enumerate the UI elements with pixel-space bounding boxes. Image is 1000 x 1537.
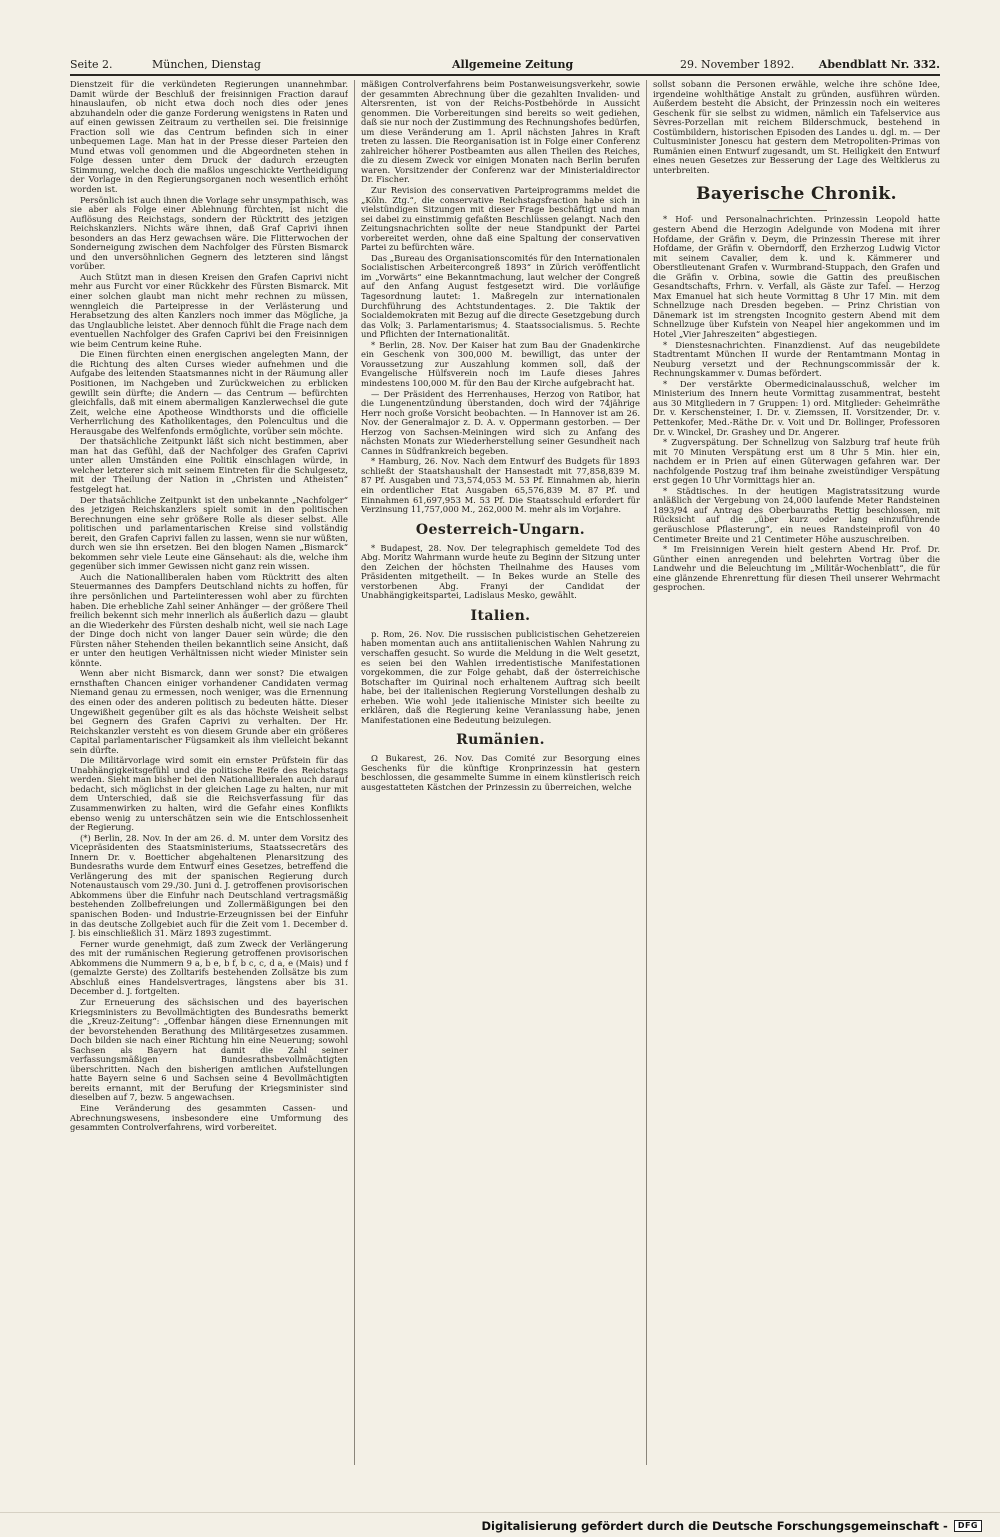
paragraph: Der thatsächliche Zeitpunkt ist den unbekannte „Nachfolger“ des jetzigen Reichskanzlers spielt somit in den politischen Berechnungen eine sehr größere Rolle als dieser selbst. Alle politischen und parlamentarischen Kreise sind vollständig bereit, den Grafen Caprivi fallen zu lassen, wenn sie nur wüßten, durch wen sie ihn ersetzen. Bei den blogen Namen „Bismarck“ bekommen sehr viele Leute eine Gänsehaut: als die, welche ihm gegenüber sich immer Gewissen nicht ganz rein wissen. — [70, 494, 348, 572]
paragraph: sollst sobann die Personen erwähle, welche ihre schöne Idee, irgendeine wohlthätige Anstalt zu gründen, ausführen würden. Außerdem besteht die Absicht, der Prinzessin noch ein weiteres Geschenk für sie selbst zu widmen, nämlich ein Tafelservice aus Sèvres-Porzellan mit reichem Bilderschmuck, bestehend in Costümbildern, historischen Episoden des Landes u. dgl. m. — Der Cultusminister Jonescu hat gestern dem Metropoliten-Primas von Rumänien einen Entwurf zugesandt, um St. Heiligkeit den Entwurf eines neuen Gesetzes zur Besserung der Lage des Weltklerus zu unterbreiten. — [653, 80, 940, 175]
footer-rule — [0, 1512, 1000, 1513]
paragraph: Der thatsächliche Zeitpunkt läßt sich nicht bestimmen, aber man hat das Gefühl, daß der Nachfolger des Grafen Caprivi unter allen Umständen eine Politik einschlagen würde, in welcher letzterer sich mit seinem Eintreten für die Schulgesetz, mit der Theilung der Nation in „Christen und Atheisten“ festgelegt hat. — [70, 436, 348, 494]
paragraph: * Im Freisinnigen Verein hielt gestern Abend Hr. Prof. Dr. Günther einen anregenden und belehrten Vortrag über die Landwehr und die Beleuchtung im „Militär-Wochenblatt“, die für eine glänzende Ehrenrettung für diesen Theil unserer Wehrmacht gesprochen. — [653, 544, 940, 593]
section-rule — [767, 210, 827, 211]
paragraph: * Berlin, 28. Nov. Der Kaiser hat zum Bau der Gnadenkirche ein Geschenk von 300,000 M. bewilligt, das unter der Voraussetzung zur Auszahlung kommen soll, daß der Evangelische Hülfsverein noch im Laufe dieses Jahres mindestens 100,000 M. für den Bau der Kirche aufgebracht hat. — [361, 339, 640, 388]
issue-number: Abendblatt Nr. 332. — [818, 58, 940, 71]
paragraph: — Der Präsident des Herrenhauses, Herzog von Ratibor, hat die Lungenentzündung überstanden, doch wird der 74jährige Herr noch große Vorsicht beobachten. — In Hannover ist am 26. Nov. der Generalmajor z. D. A. v. Oppermann gestorben. — Der Herzog von Sachsen-Meiningen wird sich zu Anfang des nächsten Monats zur Wiederherstellung seiner Gesundheit nach Cannes in Südfrankreich begeben. — [361, 388, 640, 456]
paragraph: mäßigen Controlverfahrens beim Postanweisungsverkehr, sowie der gesammten Abrechnung über die gezahlten Invaliden- und Altersrenten, ist von der Reichs-Postbehörde in Aussicht genommen. Die Vorbereitungen sind bereits so weit gediehen, daß sie nur noch der Zustimmung des Rechnungshofes bedürfen, um diese Veränderung am 1. April nächsten Jahres in Kraft treten zu lassen. Die Reorganisation ist in Folge einer Conferenz zahlreicher höherer Postbeamten aus allen Theilen des Reiches, die zu diesem Zweck vor einigen Monaten nach Berlin berufen waren. Vorsitzender der Conferenz war der Ministerialdirector Dr. Fischer. — [361, 80, 640, 185]
paragraph: * Dienstesnachrichten. Finanzdienst. Auf das neugebildete Stadtrentamt München II wurde der Rentamtmann Montag in Neuburg versetzt und der Rechnungscommissär der k. Rechnungskammer v. Dumas befördert. — [653, 339, 940, 379]
paragraph: Die Einen fürchten einen energischen angelegten Mann, der die Richtung des alten Curses wieder aufnehmen und die Aufgabe des leitenden Staatsmannes nicht in der Räumung aller Positionen, im Nachgeben und Zurückweichen zu erblicken gewillt sein dürfte; die Andern — das Centrum — befürchten gleichfalls, daß mit einem abermaligen Kanzlerwechsel die gute Zeit, welche eine Apotheose Windthorsts und die officielle Verherrlichung des Katholikentages, den Polencultus und die Herausgabe des Welfenfonds ermöglichte, vorüber sein möchte. — [70, 349, 348, 436]
masthead — [70, 58, 940, 72]
paragraph: Eine Veränderung des gesammten Cassen- und Abrechnungswesens, insbesondere eine Umformung des gesammten Controlverfahrens, wird vorbereitet. — [70, 1102, 348, 1133]
section-heading-bayerische-chronik: Bayerische Chronik. — [696, 184, 897, 205]
paragraph: * Hof- und Personalnachrichten. Prinzessin Leopold hatte gestern Abend die Herzogin Adelgunde von Modena mit ihrer Hofdame, der Gräfin v. Deym, die Prinzessin Therese mit ihrer Hofdame, der Gräfin v. Oberndorff, den Erzherzog Ludwig Victor mit seinem Cavalier, dem k. und k. Kämmerer und Oberstlieutenant Grafen v. Wurmbrand-Stuppach, den Grafen und die Gräfin v. Orbina, sowie die Gattin des preußischen Gesandtschafts, Frhrn. v. Verfall, als Gäste zur Tafel. — Herzog Max Emanuel hat sich heute Vormittag 8 Uhr 17 Min. mit dem Schnellzuge nach Dresden begeben. — Prinz Christian von Dänemark ist im strengsten Incognito gestern Abend mit dem Schnellzuge über Kufstein von Neapel hier angekommen und im Hotel „Vier Jahreszeiten“ abgestiegen. — [653, 214, 940, 340]
paragraph: Auch die Nationalliberalen haben vom Rücktritt des alten Steuermannes des Dampfers Deutschland nichts zu hoffen, für ihre persönlichen und Parteiinteressen wohl aber zu fürchten haben. Die erhebliche Zahl seiner Anhänger — der größere Theil freilich bekennt sich mehr innerlich als äußerlich dazu — glaubt an die Wiederkehr des Fürsten deshalb nicht, weil sie nach Lage der Dinge doch nicht von langer Dauer sein würde; die den Fürsten näher Stehenden theilen bekanntlich seine Ansicht, daß er unter den heutigen Verhältnissen nicht wieder Minister sein könnte. — [70, 571, 348, 668]
paragraph: Wenn aber nicht Bismarck, dann wer sonst? Die etwaigen ernsthaften Chancen einiger vorhandener Candidaten vermag Niemand genau zu ermessen, noch weniger, was die Ernennung des einen oder des anderen politisch zu bedeuten hätte. Dieser Ungewißheit gegenüber gilt es als das höchste Weisheit selbst bei Gegnern des Grafen Caprivi zu verhalten. Der Hr. Reichskanzler versteht es von diesem Grunde aber ein größeres Capital parlamentarischer Fügsamkeit als ihm vielleicht bekannt sein dürfte. — [70, 668, 348, 755]
credit-text: Digitalisierung gefördert durch die Deutsche Forschungsgemeinschaft - — [481, 1519, 948, 1533]
issue-date: 29. November 1892. — [680, 58, 795, 71]
paragraph: Das „Bureau des Organisationscomités für den Internationalen Socialistischen Arbeitercongreß 1893“ in Zürich veröffentlicht im „Vorwärts“ eine Bekanntmachung, laut welcher der Congreß auf den Anfang August festgesetzt wird. Die vorläufige Tagesordnung lautet: 1. Maßregeln zur internationalen Durchführung des Achtstundentages. 2. Die Taktik der Socialdemokraten mit Bezug auf die directe Gesetzgebung durch das Volk; 3. Parlamentarismus; 4. Staatssocialismus. 5. Rechte und Pflichten der Internationalität. — [361, 252, 640, 340]
column-divider-2 — [646, 80, 647, 1465]
digitization-credit — [481, 1518, 982, 1534]
paragraph: Dienstzeit für die verkündeten Regierungen unannehmbar. Damit würde der Beschluß der freisinnigen Fraction darauf hinauslaufen, ob nicht etwa doch noch dies oder jenes abzuhandeln oder die ganze Forderung wenigstens in Raten und auf einen gewissen Zeitraum zu vertheilen sei. Die freisinnige Fraction soll wie das Centrum befinden sich in einer unbequemen Lage. Man hat in der Presse dieser Parteien den Mund etwas voll genommen und die Abgeordneten stehen in Folge dessen unter dem Druck der dadurch erzeugten Stimmung, welche doch die maßlos ungeschickte Vertheidigung der Vorlage in den Regierungsorganen noch wesentlich erhöht worden ist. — [70, 80, 348, 195]
paragraph: * Zugverspätung. Der Schnellzug von Salzburg traf heute früh mit 70 Minuten Verspätung erst um 8 Uhr 5 Min. hier ein, nachdem er in Prien auf einen Güterwagen gefahren war. Der nachfolgende Postzug traf ihm beinahe zweistündiger Verspätung erst gegen 10 Uhr Vormittags hier an. — [653, 437, 940, 486]
paragraph: Ferner wurde genehmigt, daß zum Zweck der Verlängerung des mit der rumänischen Regierung getroffenen provisorischen Abkommens die Nummern 9 a, b e, b f, b c, c, d a, e (Mais) und f (gemalzte Gerste) des Zolltarifs bestehenden Zollsätze bis zum Abschluß eines Handelsvertrages, längstens aber bis 31. December d. J. fortgelten. — [70, 938, 348, 997]
section-heading-oesterreich: Oesterreich-Ungarn. — [415, 521, 586, 538]
section-heading-rumaenien: Rumänien. — [456, 732, 545, 749]
paragraph: p. Rom, 26. Nov. Die russischen publicistischen Gehetzereien haben momentan auch ans antiitalienischen Wahlen Nahrung zu verschaffen gesucht. So wurde die Meldung in die Welt gesetzt, es seien bei den Wahlen irredentistische Manifestationen vorgekommen, die zur Folge gehabt, daß der österreichische Botschafter im Quirinal noch erhaltenem Auftrag sich beeilt habe, bei der italienischen Regierung Vorstellungen deshalb zu erheben. Wie wohl jede italienische Minister sich beeilte zu erklären, daß die Regierung keine Veranlassung habe, jenen Manifestationen eine Bedeutung beizulegen. — [361, 628, 640, 725]
paragraph: Die Militärvorlage wird somit ein ernster Prüfstein für das Unabhängigkeitsgefühl und die politische Reife des Reichstags werden. Sieht man bisher bei den Nationalliberalen auch darauf bedacht, sich möglichst in der gleichen Lage zu halten, nur mit dem Unterschied, daß sie die Reichsverfassung für das Zusammenwirken zu halten, wird die Gefahr eines Konflikts ebenso wenig zu unterschätzen sein wie die Entschlossenheit der Regierung. — [70, 755, 348, 833]
page-number: Seite 2. — [70, 58, 113, 71]
paragraph: (*) Berlin, 28. Nov. In der am 26. d. M. unter dem Vorsitz des Vicepräsidenten des Staatsministeriums, Staatssecretärs des Innern Dr. v. Boetticher abgehaltenen Plenarsitzung des Bundesraths wurde dem Entwurf eines Gesetzes, betreffend die Verlängerung des mit der spanischen Regierung durch Notenaustausch vom 29./30. Juni d. J. getroffenen provisorischen Abkommens über die Einfuhr nach Deutschland vertragsmäßig bestehenden Zollbefreiungen und Zollermäßigungen bei den spanischen Boden- und Industrie-Erzeugnissen bei der Einfuhr in das deutsche Zollgebiet auch für die Zeit vom 1. December d. J. bis einschließlich 31. März 1893 zugestimmt. — [70, 832, 348, 939]
paragraph: Persönlich ist auch ihnen die Vorlage sehr unsympathisch, was sie aber als Folge einer Ablehnung fürchten, ist nicht die Auflösung des Reichstags, sondern der Rücktritt des jetzigen Reichskanzlers. Nichts wäre ihnen, daß Graf Caprivi ihnen besonders an das Herz gewachsen wäre. Die Flitterwochen der Sonderneigung zwischen dem Nachfolger des Fürsten Bismarck und den unversöhnlichen Gegnern des letzteren sind längst vorüber. — [70, 194, 348, 272]
column-divider-1 — [354, 80, 355, 1465]
column-2 — [361, 80, 640, 1465]
section-heading-italien: Italien. — [470, 607, 531, 624]
dfg-logo: DFG — [954, 1520, 982, 1532]
paragraph: Ω Bukarest, 26. Nov. Das Comité zur Besorgung eines Geschenks für die künftige Kronprinzessin hat gestern beschlossen, die gesammelte Summe in einem künstlerisch reich ausgestatteten Kästchen der Prinzessin zu überreichen, welche — [361, 753, 640, 792]
paragraph: * Budapest, 28. Nov. Der telegraphisch gemeldete Tod des Abg. Moritz Wahrmann wurde heute zu Beginn der Sitzung unter den Zeichen der höchsten Theilnahme des Hauses vom Präsidenten mitgetheilt. — In Bekes wurde an Stelle des verstorbenen Abg. Franyi der Candidat der Unabhängigkeitspartei, Ladislaus Mesko, gewählt. — [361, 542, 640, 601]
paragraph: * Städtisches. In der heutigen Magistratssitzung wurde anläßlich der Vergebung von 24,000 laufende Meter Randsteinen 1893/94 auf Antrag des Oberbauraths Rettig beschlossen, mit Rücksicht auf die „über kurz oder lang einzuführende geräuschlose Pflasterung“, ein neues Randsteinprofil von 40 Centimeter Breite und 21 Centimeter Höhe auszuschreiben. — [653, 485, 940, 544]
paragraph: Auch Stützt man in diesen Kreisen den Grafen Caprivi nicht mehr aus Furcht vor einer Rückkehr des Fürsten Bismarck. Mit einer solchen glaubt man nicht mehr rechnen zu müssen, wenngleich die Parteipresse in der Verlästerung und Herabsetzung des alten Kanzlers noch immer das Mögliche, ja das Unglaubliche leistet. Aber dennoch fühlt die Frage nach dem eventuellen Nachfolger des Grafen Caprivi bei den Freisinnigen wie beim Centrum keine Ruhe. — [70, 271, 348, 349]
header-rule — [70, 74, 940, 76]
column-1 — [70, 80, 348, 1465]
paragraph: * Der verstärkte Obermedicinalausschuß, welcher im Ministerium des Innern heute Vormittag zusammentrat, besteht aus 30 Mitgliedern in 7 Gruppen: 1) ord. Mitglieder: Geheimräthe Dr. v. Kerschensteiner, I. Dr. v. Ziemssen, II. Vorsitzender, Dr. v. Pettenkofer, Med.-Räthe Dr. v. Voit und Dr. Bollinger, Professoren Dr. v. Winckel, Dr. Grashey und Dr. Angerer. — [653, 378, 940, 437]
paragraph: Zur Erneuerung des sächsischen und des bayerischen Kriegsministers zu Bevollmächtigten des Bundesraths bemerkt die „Kreuz-Zeitung“: „Offenbar hängen diese Ernennungen mit der bevorstehenden Berathung des Militärgesetzes zusammen. Doch bilden sie nach einer Richtung hin eine Neuerung; sowohl Sachsen als Bayern hat damit die Zahl seiner verfassungsmäßigen Bundesrathsbevollmächtigten überschritten. Nach den bisherigen amtlichen Aufstellungen hatte Bayern seine 6 und Sachsen seine 4 Bevollmächtigten bereits ernannt, mit der Berufung der Kriegsminister sind dieselben auf 7, bezw. 5 angewachsen. — [70, 996, 348, 1103]
paragraph: Zur Revision des conservativen Parteiprogramms meldet die „Köln. Ztg.“, die conservative Reichstagsfraction habe sich in vielstündigen Sitzungen mit dieser Frage beschäftigt und man sei dabei zu einstimmig gefaßten Beschlüssen gelangt. Nach den Zeitungsnachrichten sollte der neue Standpunkt der Partei vorbereitet werden, ohne daß eine Spaltung der conservativen Partei zu befürchten wäre. — [361, 185, 640, 253]
paragraph: * Hamburg, 26. Nov. Nach dem Entwurf des Budgets für 1893 schließt der Staatshaushalt der Hansestadt mit 77,858,839 M. 87 Pf. Ausgaben und 73,574,053 M. 53 Pf. Einnahmen ab, hierin ein ordentlicher Etat Ausgaben 65,576,839 M. 87 Pf. und Einnahmen 61,697,953 M. 53 Pf. Die Staatsschuld erfordert für Verzinsung 11,757,000 M., 262,000 M. mehr als im Vorjahre. — [361, 456, 640, 515]
place-and-day: München, Dienstag — [152, 58, 261, 71]
newspaper-title: Allgemeine Zeitung — [452, 58, 574, 71]
column-3 — [653, 80, 940, 1465]
